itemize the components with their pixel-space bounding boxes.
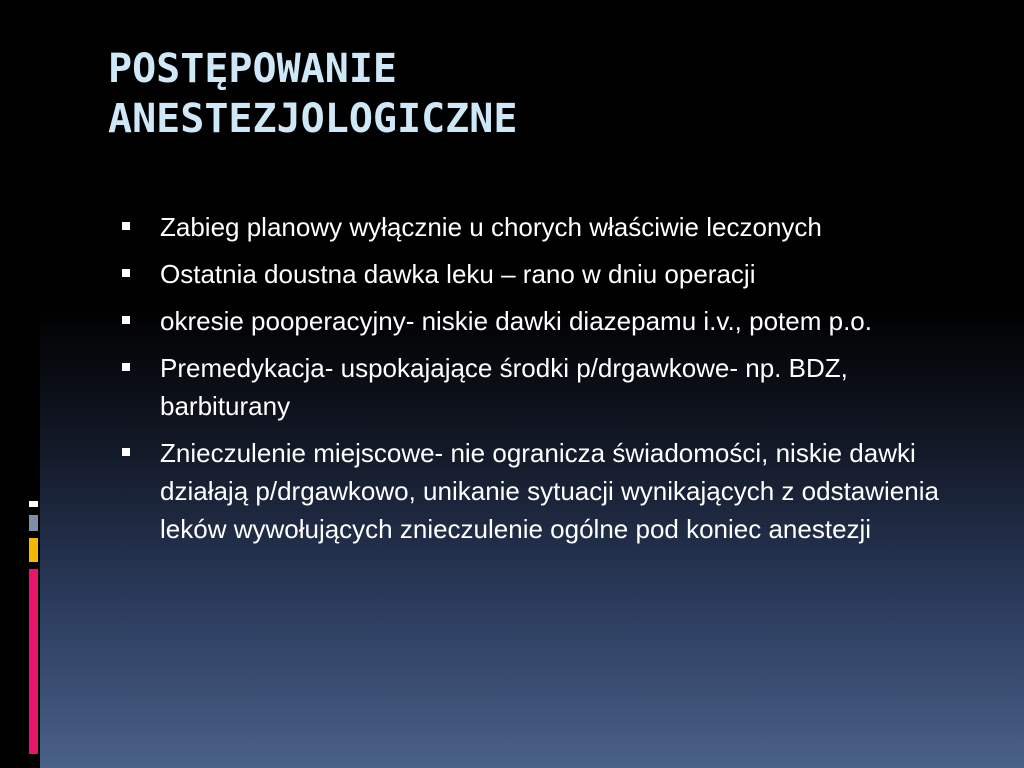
accent-strip-white	[29, 501, 38, 507]
sidebar-accent	[0, 0, 40, 768]
square-bullet-icon	[122, 222, 130, 230]
bullet-list	[122, 208, 982, 557]
accent-strip-pink	[29, 569, 38, 754]
bullet-item	[122, 434, 982, 548]
square-bullet-icon	[122, 269, 130, 277]
bullet-text: Ostatnia doustna dawka leku – rano w dniu operacji	[160, 259, 756, 289]
slide-title	[108, 44, 988, 144]
square-bullet-icon	[122, 316, 130, 324]
bullet-text: Premedykacja- uspokajające środki p/drgawkowe- np. BDZ, barbiturany	[160, 353, 848, 421]
accent-strip-gold	[29, 538, 38, 562]
bullet-item	[122, 208, 982, 246]
bullet-text: Zabieg planowy wyłącznie u chorych właściwie leczonych	[160, 212, 822, 242]
bullet-item	[122, 302, 982, 340]
bullet-item	[122, 255, 982, 293]
slide-title-line-2: ANESTEZJOLOGICZNE	[108, 96, 518, 142]
bullet-item	[122, 349, 982, 425]
square-bullet-icon	[122, 448, 130, 456]
square-bullet-icon	[122, 363, 130, 371]
slide-title-line-1: POSTĘPOWANIE	[108, 46, 397, 92]
bullet-text: okresie pooperacyjny- niskie dawki diazepamu i.v., potem p.o.	[160, 306, 872, 336]
accent-strip-gray	[29, 515, 38, 531]
bullet-text: Znieczulenie miejscowe- nie ogranicza świadomości, niskie dawki działają p/drgawkowo, unikanie sytuacji wynikających z odstawienia leków wywołujących znieczulenie ogólne pod koniec anestezji	[160, 438, 939, 544]
